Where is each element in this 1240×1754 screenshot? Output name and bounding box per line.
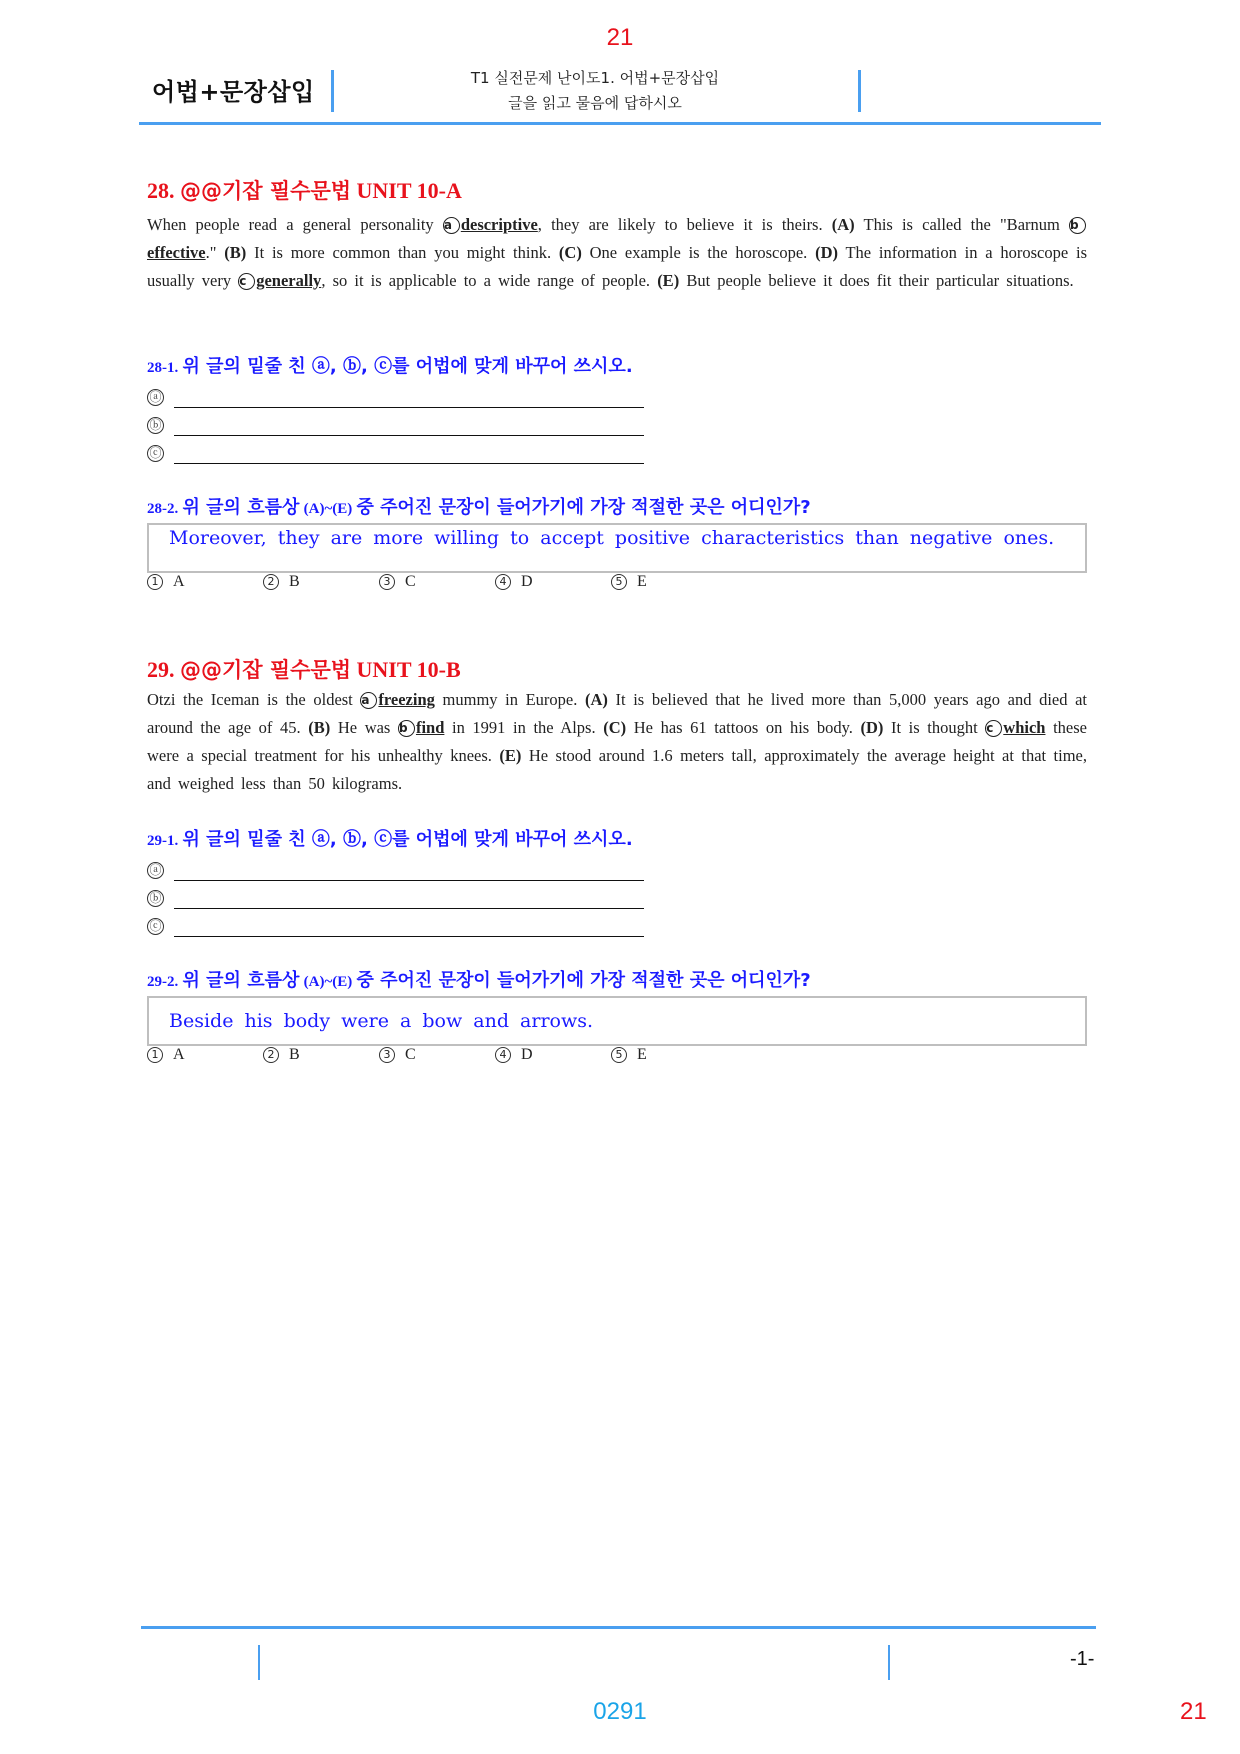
header-subtitle-line2: 글을 읽고 물음에 답하시오 <box>508 94 682 112</box>
question-number: 28. <box>147 178 175 203</box>
choices-29 <box>147 1046 727 1064</box>
marker-c-icon: c <box>238 273 255 290</box>
given-sentence-box-29: Beside his body were a bow and arrows. <box>147 996 1087 1046</box>
header-divider-left <box>331 70 334 112</box>
given-sentence-box-28: Moreover, they are more willing to accept positive characteristics than negative ones. <box>147 523 1087 573</box>
question-title-en: UNIT 10-B <box>356 657 461 682</box>
underlined-word-b: find <box>415 718 445 737</box>
question-title-en: UNIT 10-A <box>356 178 462 203</box>
choice-3[interactable]: 3 C <box>379 573 495 591</box>
question-29-1-prompt: 29-1. 위 글의 밑줄 친 ⓐ, ⓑ, ⓒ를 어법에 맞게 바꾸어 쓰시오. <box>147 829 633 850</box>
answer-blank-28b[interactable]: ⓑ <box>147 412 644 436</box>
footer-page-label: -1- <box>1070 1648 1095 1670</box>
question-29-2-prompt: 29-2. 위 글의 흐름상 (A)~(E) 중 주어진 문장이 들어가기에 가장 적절한 곳은 어디인가? <box>147 970 811 991</box>
choice-4[interactable]: 4 D <box>495 573 611 591</box>
question-28-passage: When people read a general personality a descriptive, they are likely to believe it is theirs. (A) This is called the "Barnum beffective." (B) It is more common than you might think. (C) One example is the horoscope. (D) The information in a horoscope is usually very c generally, so it is applicable to a wide range of people. (E) But people believe it does fit their particular situations. <box>147 215 1087 290</box>
choice-5[interactable]: 5 E <box>611 1046 727 1064</box>
question-title-ko: @@기잡 필수문법 <box>180 179 352 203</box>
answer-blank-28c[interactable]: ⓒ <box>147 440 644 464</box>
choice-3[interactable]: 3 C <box>379 1046 495 1064</box>
marker-c-icon: c <box>985 720 1002 737</box>
choice-1[interactable]: 1 A <box>147 573 263 591</box>
underlined-word-b: effective <box>147 243 206 262</box>
footer-rule <box>141 1626 1096 1629</box>
question-28-title <box>147 175 462 205</box>
question-28-1-prompt: 28-1. 위 글의 밑줄 친 ⓐ, ⓑ, ⓒ를 어법에 맞게 바꾸어 쓰시오. <box>147 356 633 377</box>
header-divider-right <box>858 70 861 112</box>
underlined-word-a: descriptive <box>460 215 538 234</box>
choice-4[interactable]: 4 D <box>495 1046 611 1064</box>
marker-a-icon: a <box>443 217 460 234</box>
choices-28 <box>147 573 727 591</box>
choice-1[interactable]: 1 A <box>147 1046 263 1064</box>
header-subtitle-line1: T1 실전문제 난이도1. 어법+문장삽입 <box>470 69 720 87</box>
footer-number: 21 <box>1180 1698 1207 1725</box>
marker-b-icon: b <box>1069 217 1086 234</box>
answer-blank-28a[interactable]: ⓐ <box>147 384 644 408</box>
header-subtitle <box>335 66 855 116</box>
choice-2[interactable]: 2 B <box>263 1046 379 1064</box>
question-28-2-prompt: 28-2. 위 글의 흐름상 (A)~(E) 중 주어진 문장이 들어가기에 가장 적절한 곳은 어디인가? <box>147 497 811 518</box>
underlined-word-c: generally <box>256 271 322 290</box>
choice-5[interactable]: 5 E <box>611 573 727 591</box>
header-rule <box>139 122 1101 125</box>
underlined-word-c: which <box>1003 718 1046 737</box>
answer-blank-29c[interactable]: ⓒ <box>147 913 644 937</box>
question-title-ko: @@기잡 필수문법 <box>180 658 352 682</box>
marker-b-icon: b <box>398 720 415 737</box>
underlined-word-a: freezing <box>378 690 435 709</box>
question-29-passage: Otzi the Iceman is the oldest a freezing mummy in Europe. (A) It is believed that he lived more than 5,000 years ago and died at around the age of 45. (B) He was b find in 1991 in the Alps. (C) He has 61 tattoos on his body. (D) It is thought c which these were a special treatment for his unhealthy knees. (E) He stood around 1.6 meters tall, approximately the average height at that time, and weighed less than 50 kilograms. <box>147 690 1088 793</box>
section-title: 어법+문장삽입 <box>152 78 315 106</box>
answer-blank-29b[interactable]: ⓑ <box>147 885 644 909</box>
answer-blank-29a[interactable]: ⓐ <box>147 857 644 881</box>
question-29-title <box>147 654 461 684</box>
footer-divider-right <box>888 1645 890 1680</box>
choice-2[interactable]: 2 B <box>263 573 379 591</box>
footer-divider-left <box>258 1645 260 1680</box>
page-number-top: 21 <box>606 24 634 51</box>
footer-code: 0291 <box>593 1698 647 1725</box>
question-number: 29. <box>147 657 175 682</box>
marker-a-icon: a <box>360 692 377 709</box>
